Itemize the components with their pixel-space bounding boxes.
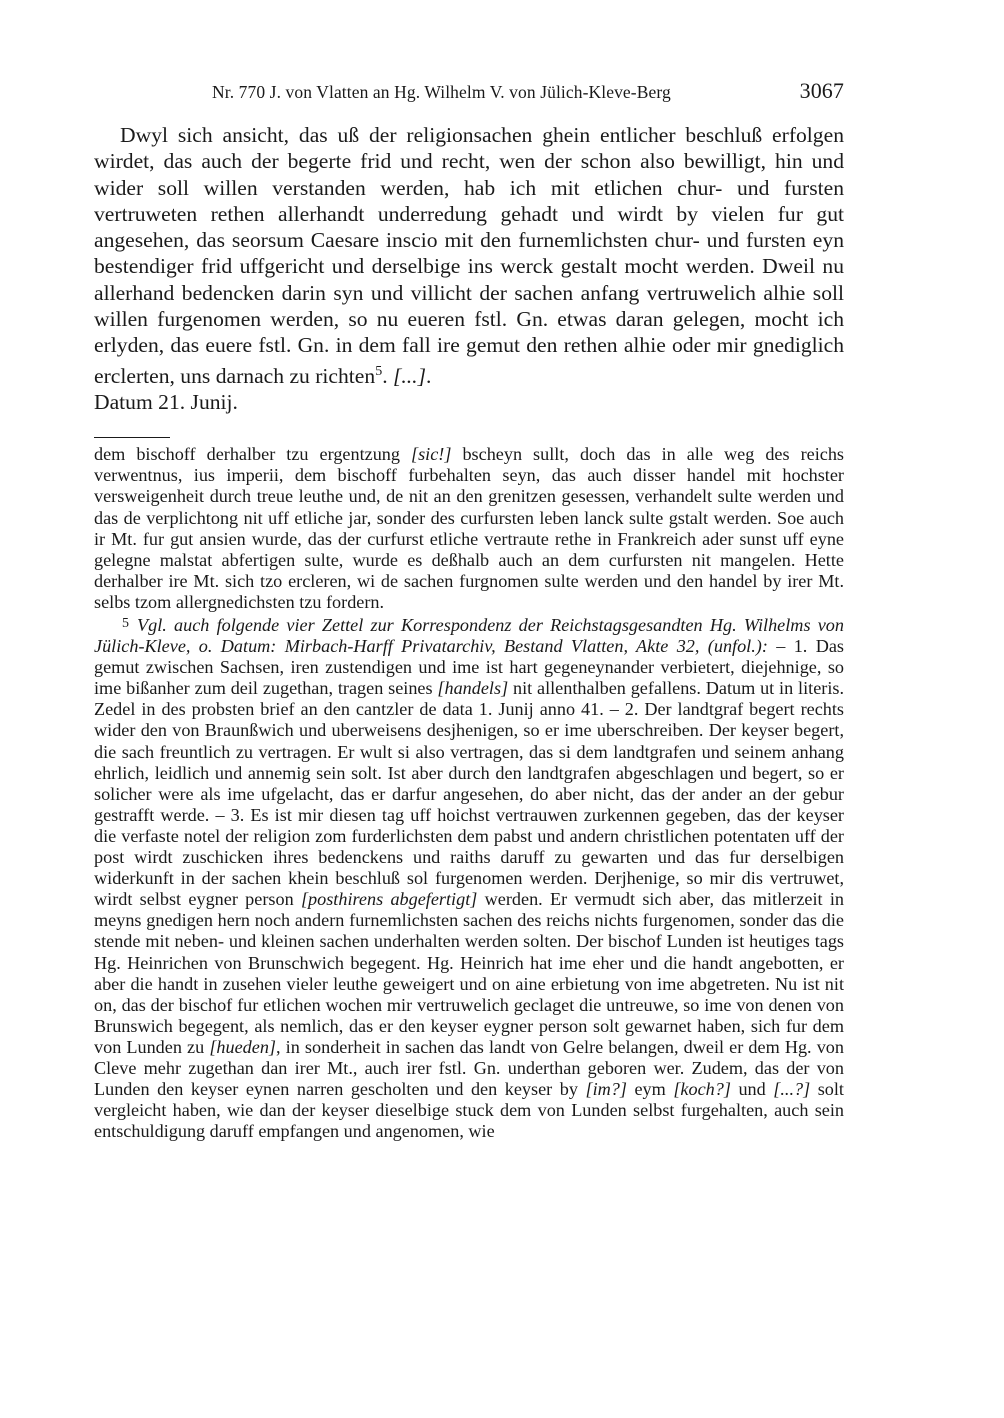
footnote-text: solt vergleicht haben, wie dan der keyser dieselbige stuck dem von Lunden selbst furgehalten, auch sein entschuldigung daruff empfangen und angenomen, wie bbox=[94, 1079, 844, 1142]
editorial-insert: [hueden] bbox=[209, 1036, 277, 1057]
page-number: 3067 bbox=[799, 78, 844, 103]
footnote-text: und bbox=[730, 1079, 774, 1100]
footnote-text: eym bbox=[626, 1079, 674, 1100]
running-title: Nr. 770 J. von Vlatten an Hg. Wilhelm V. von Jülich-Kleve-Berg bbox=[212, 82, 671, 102]
editorial-insert: [posthirens abgefertigt] bbox=[300, 889, 478, 910]
running-header bbox=[94, 78, 844, 108]
footnote-text: dem bischoff derhalber tzu ergentzung bbox=[94, 444, 412, 465]
editorial-insert: [...?] bbox=[773, 1079, 811, 1100]
footnote-text: werden. Er vermudt sich aber, das mitlerzeit in meyns gnedigen hern noch andern furnemlichsten sachen des reichs nichts furgenomen, sonder das die stende mit neben- und kleinen sachen underhalten werden solten. Der bischof Lunden ist heutiges tags Hg. Heinrichen von Brunschwich begegent. Hg. Heinrich hat ime eher und die handt angebotten, er aber die handt in zusehen vieler leuthe geweigert und on aine erbietung von ime abgetreten. Nu ist nit on, das der bischof fur etlichen wochen mir vertruwelich geclaget die untreuwe, so ime von denen von Brunswich begegent, als nemlich, das er den keyser eygner person solt gewarnet haben, sich fur dem von Lunden zu bbox=[94, 889, 845, 1057]
main-text-body: Dwyl sich ansicht, das uß der religionsachen ghein entlicher beschluß erfolgen wirdet, das auch der begerte frid und recht, wen der schon also bewilligt, hin und wider soll willen verstanden werden, hab ich mit etlichen chur- und fursten vertruweten rethen allerhandt underredung gehadt und wirdt by vielen fur gut angesehen, das seorsum Caesare inscio mit den furnemlichsten chur- und fursten eyn bestendiger frid uffgericht und derselbige ins werck gestalt mocht werden. Dweil nu allerhand bedencken darin syn und villicht der sachen anfang vertruwelich alhie soll willen furgenomen werden, so nu eueren fstl. Gn. etwas daran gelegen, mocht ich erlyden, das euere fstl. Gn. in dem fall ire gemut den rethen alhie oder mir gnediglich erclerten, uns darnach zu richten bbox=[94, 123, 844, 388]
footnote-continuation bbox=[94, 444, 844, 613]
footnote-text: – 1. Das gemut zwischen Sachsen, iren zustendigen und ime ist hart gegeneynander verbietert, diejehnige, so ime bißanher zum deil zugethan, tragen seines bbox=[94, 636, 844, 699]
footnote-5 bbox=[94, 613, 844, 1142]
footnote-intro: Vgl. auch folgende vier Zettel zur Korrespondenz der Reichstagsgesandten Hg. Wilhelms von Jülich-Kleve, o. Datum: Mirbach-Harff Privatarchiv, Bestand Vlatten, Akte 32, (unfol.): bbox=[94, 615, 844, 657]
editorial-sic: [sic!] bbox=[411, 444, 452, 465]
main-text-punct-end: . bbox=[426, 363, 432, 388]
footnote-text: bscheyn sullt, doch das in alle weg des reichs verwentnus, ius imperii, dem bischoff furbehalten seyn, das auch disser handel mit hochster versweigenheit durch treue leuthe und, de nit an den grenitzen gesessen, verhandelt sulte werden und das de verplichtong nit uff etliche jar, sonder des curfursten leben lanck sulte gstalt werden. Soe auch ir Mt. fur gut ansien wurde, das der curfurst etliche vertraute rethe in Frankreich ader sunst uff eyne gelegne malstat abfertigen sulte, wurde es deßhalb auch an dem curfursten nit mangelen. Hette derhalber ire Mt. sich tzo ercleren, wi de sachen furgnomen sulte werden und den handel by irer Mt. selbs tzom allergnedichsten tzu fordern. bbox=[94, 444, 845, 612]
footnote-separator bbox=[94, 437, 170, 438]
footnote-text: nit allenthalben gefallens. Datum ut in literis. Zedel in des probsten brief an den cantzler de data 1. Junij anno 41. – 2. Der landtgraf begert rechts wider den von Braunßwich und uberweisens desjhenigen, so er ime uberschreiben. Der keyser begert, die sach freuntlich zu vertragen. Er wult si also vertragen, das si dem landtgrafen und seinem anhang ehrlich, leidlich und annemig sein solt. Ist aber durch den landtgrafen abgeschlagen und begert, so er solicher were als ime ufgelacht, das er darfur angesehen, do aber nicht, das der ander an der gebur gestrafft werde. – 3. Es ist mir diesen tag uff hoichst vertrauwen zurkennen gegeben, das der keyser die verfaste notel der religion zom furderlichsten dem pabst und andern christlichen potentaten uff der post wirdt zuschicken ihres bedenckens und raiths daruff zu gewarten und das fur derselbigen widerkunft in der sachen khein beschluß sol furgenomen werden. Derjhenige, so mir dis vertruwet, wirdt selbst eygner person bbox=[94, 678, 844, 910]
editorial-insert: [handels] bbox=[437, 678, 509, 699]
main-text-punct: . bbox=[382, 363, 393, 388]
footnote-reference[interactable]: 5 bbox=[375, 363, 383, 379]
main-text bbox=[94, 122, 844, 415]
document-page bbox=[94, 78, 844, 1142]
footnote-text: , in sonderheit in sachen das landt von Gelre belangen, dweil er dem Hg. von Cleve mehr zugethan dan irer Mt., auch irer fstl. Gn. underthan geboren wer. Zudem, das der von Lunden den keyser eynen narren gescholten und den keyser by bbox=[94, 1036, 844, 1100]
editorial-ellipsis: [...] bbox=[392, 363, 426, 388]
footnotes bbox=[94, 444, 844, 1142]
dateline: Datum 21. Junij. bbox=[94, 389, 238, 414]
editorial-insert: [im?] bbox=[585, 1079, 627, 1100]
editorial-insert: [koch?] bbox=[673, 1079, 731, 1100]
footnote-number: 5 bbox=[122, 616, 129, 632]
